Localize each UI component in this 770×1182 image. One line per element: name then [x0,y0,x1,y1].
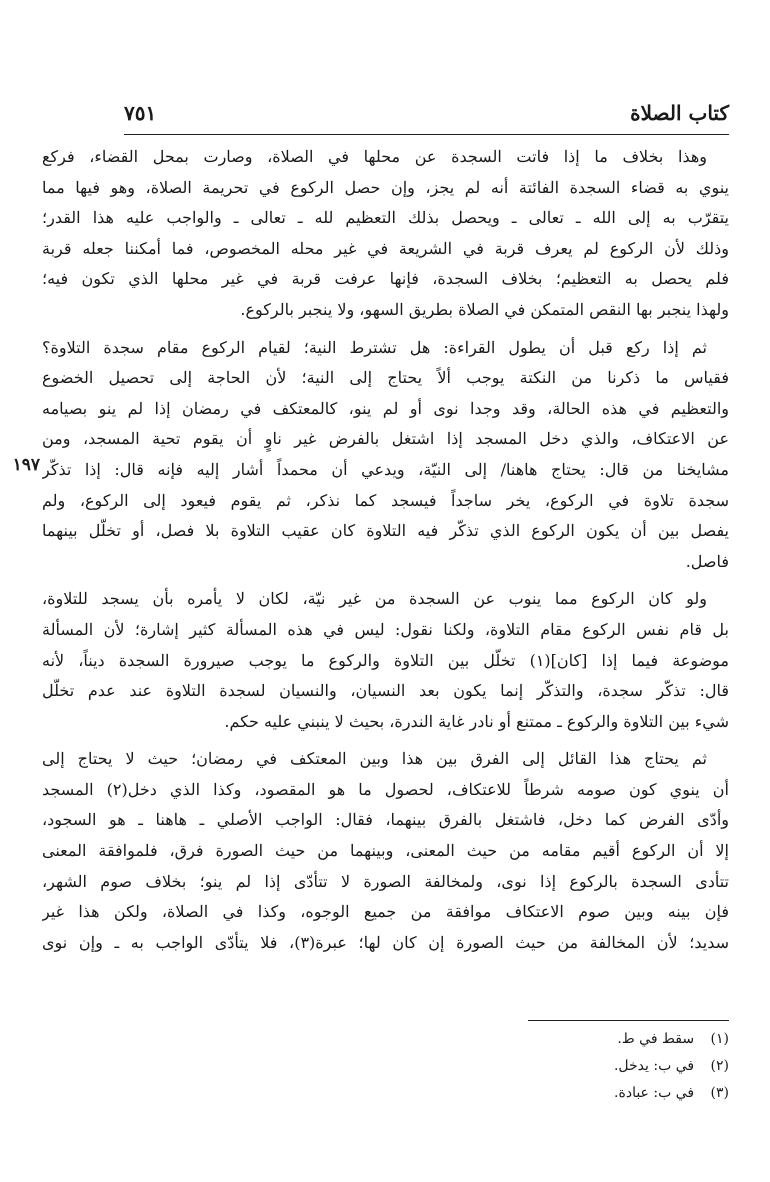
footnote-number: (١) [710,1031,729,1047]
text-line: سجدة تلاوة في الركوع، يخر ساجداً فيسجد كما نذكر، ثم يقوم فيعود إلى الركوع، ولم [42,490,729,510]
text-line: إلا أن الركوع أقيم مقامه من حيث المعنى، وبينهما من حيث الصورة فرق، فلموافقة المعنى [42,841,729,861]
text-line: شيء بين التلاوة والركوع ـ ممتنع أو نادر غاية الندرة، بحيث لا ينبني عليه حكم. [224,711,729,731]
text-line: عن الاعتكاف، والذي دخل المسجد إذا اشتغل بالفرض غير ناوٍ أن يقوم تحية المسجد، ومن [42,429,729,449]
paragraph [42,744,729,958]
text-line: فقياس ما ذكرنا من النكتة يوجب ألاً يحتاج إلى النية؛ لأن الحاجة إلى تحصيل الخضوع [42,368,729,388]
text-line: بل قام نفس الركوع مقام التلاوة، ولكنا نقول: ليس في هذه المسألة كثير إشارة؛ لأن المسألة [42,619,729,639]
text-line: والتعظيم في هذه الحالة، وقد وجدا نوى أو لم ينو، كالمعتكف في رمضان إذا لم ينو بصيامه [42,398,729,418]
margin-folio-number: ١٩٧ [12,454,40,475]
footnotes [400,1026,729,1107]
page-number: ٧٥١ [124,101,157,125]
text-line: تتأدى السجدة بالركوع إذا نوى، ولمخالفة الصورة لا تتأدّى إذا لم ينو؛ بخلاف صوم الشهر، [42,871,729,891]
page-header [124,97,729,131]
text-line: سديد؛ لأن المخالفة من حيث الصورة إن كان لها؛ عبرة(٣)، فلا يتأدّى الواجب به ـ وإن نوى [42,932,729,952]
text-line: ثم يحتاج هذا القائل إلى الفرق بين هذا وبين المعتكف في رمضان؛ حيث لا يحتاج إلى [42,749,707,769]
text-line: ولو كان الركوع مما ينوب عن السجدة من غير نيّة، لكان لا يأمره بأن يسجد للتلاوة، [42,589,707,609]
footnote-text: في ب: عبادة. [614,1085,695,1101]
running-title: كتاب الصلاة [630,101,729,125]
paragraph [42,584,729,737]
footnote [400,1026,729,1053]
footnote [400,1053,729,1080]
text-line: يفصل بين أن يكون الركوع الذي تذكّر فيه التلاوة كان عقيب التلاوة بلا فصل، أو تخلّل بينهما [42,521,729,541]
text-line: يتقرّب به إلى الله ـ تعالى ـ ويحصل بذلك التعظيم لله ـ تعالى ـ والواجب عليه هذا القدر؛ [42,208,729,228]
footnote-rule [528,1020,729,1021]
footnote-number: (٢) [710,1058,729,1074]
text-line: قال: تذكّر سجدة، والتذكّر إنما يكون بعد النسيان، والنسيان لسجدة التلاوة عند عدم تخلّل [42,681,729,701]
paragraph [12,333,729,578]
text-line: أن ينوي كون صومه شرطاً للاعتكاف، لحصول ما هو المقصود، وكذا الذي دخل(٢) المسجد [42,779,729,799]
footnote-text: في ب: يدخل. [613,1058,695,1074]
footnote [400,1080,729,1107]
footnote-number: (٣) [710,1085,729,1101]
text-line: ولهذا ينجبر بها النقص المتمكن في الصلاة بطريق السهو، ولا ينجبر بالركوع. [240,299,729,319]
text-line: فلم يحصل به التعظيم؛ بخلاف السجدة، فإنها عرفت قربة في غير محلها الذي تكون فيه؛ [42,269,729,289]
body-text [12,142,729,965]
text-line: وأدّى الفرض كما دخل، فاشتغل بالفرق بينهما، فقال: الواجب الأصلي ـ هاهنا ـ هو السجود، [42,810,729,830]
text-line: مشايخنا من قال: يحتاج هاهنا/ إلى النيّة، ويدعي أن محمداً أشار إليه فإنه قال: إذا تذكّر [42,459,729,479]
header-rule [124,134,729,135]
text-line: موضوعة فيما إذا [كان](١) تخلّل بين التلاوة والركوع ما يوجب صيرورة السجدة ديناً، لأنه [42,650,729,670]
text-line: وهذا بخلاف ما إذا فاتت السجدة عن محلها في الصلاة، وصارت بمحل القضاء، فركع [42,147,707,166]
text-line: فإن بينه وبين صوم الاعتكاف موافقة من جميع الوجوه، وكذا في الصلاة، ولكن هذا غير [42,902,729,922]
paragraph [42,142,729,326]
footnote-text: سقط في ط. [617,1031,695,1047]
text-line: فاصل. [685,551,729,571]
text-line: ثم إذا ركع قبل أن يطول القراءة: هل تشترط النية؛ لقيام الركوع مقام سجدة التلاوة؟ [42,337,707,357]
text-line: ينوي به قضاء السجدة الفائتة أنه لم يجز، وإن حصل الركوع في تحريمة الصلاة، وهو فيها مما [42,177,729,197]
text-line: وذلك لأن الركوع لم يعرف قربة في الشريعة في غير محله المخصوص، فما أمكننا جعله قربة [42,238,729,258]
